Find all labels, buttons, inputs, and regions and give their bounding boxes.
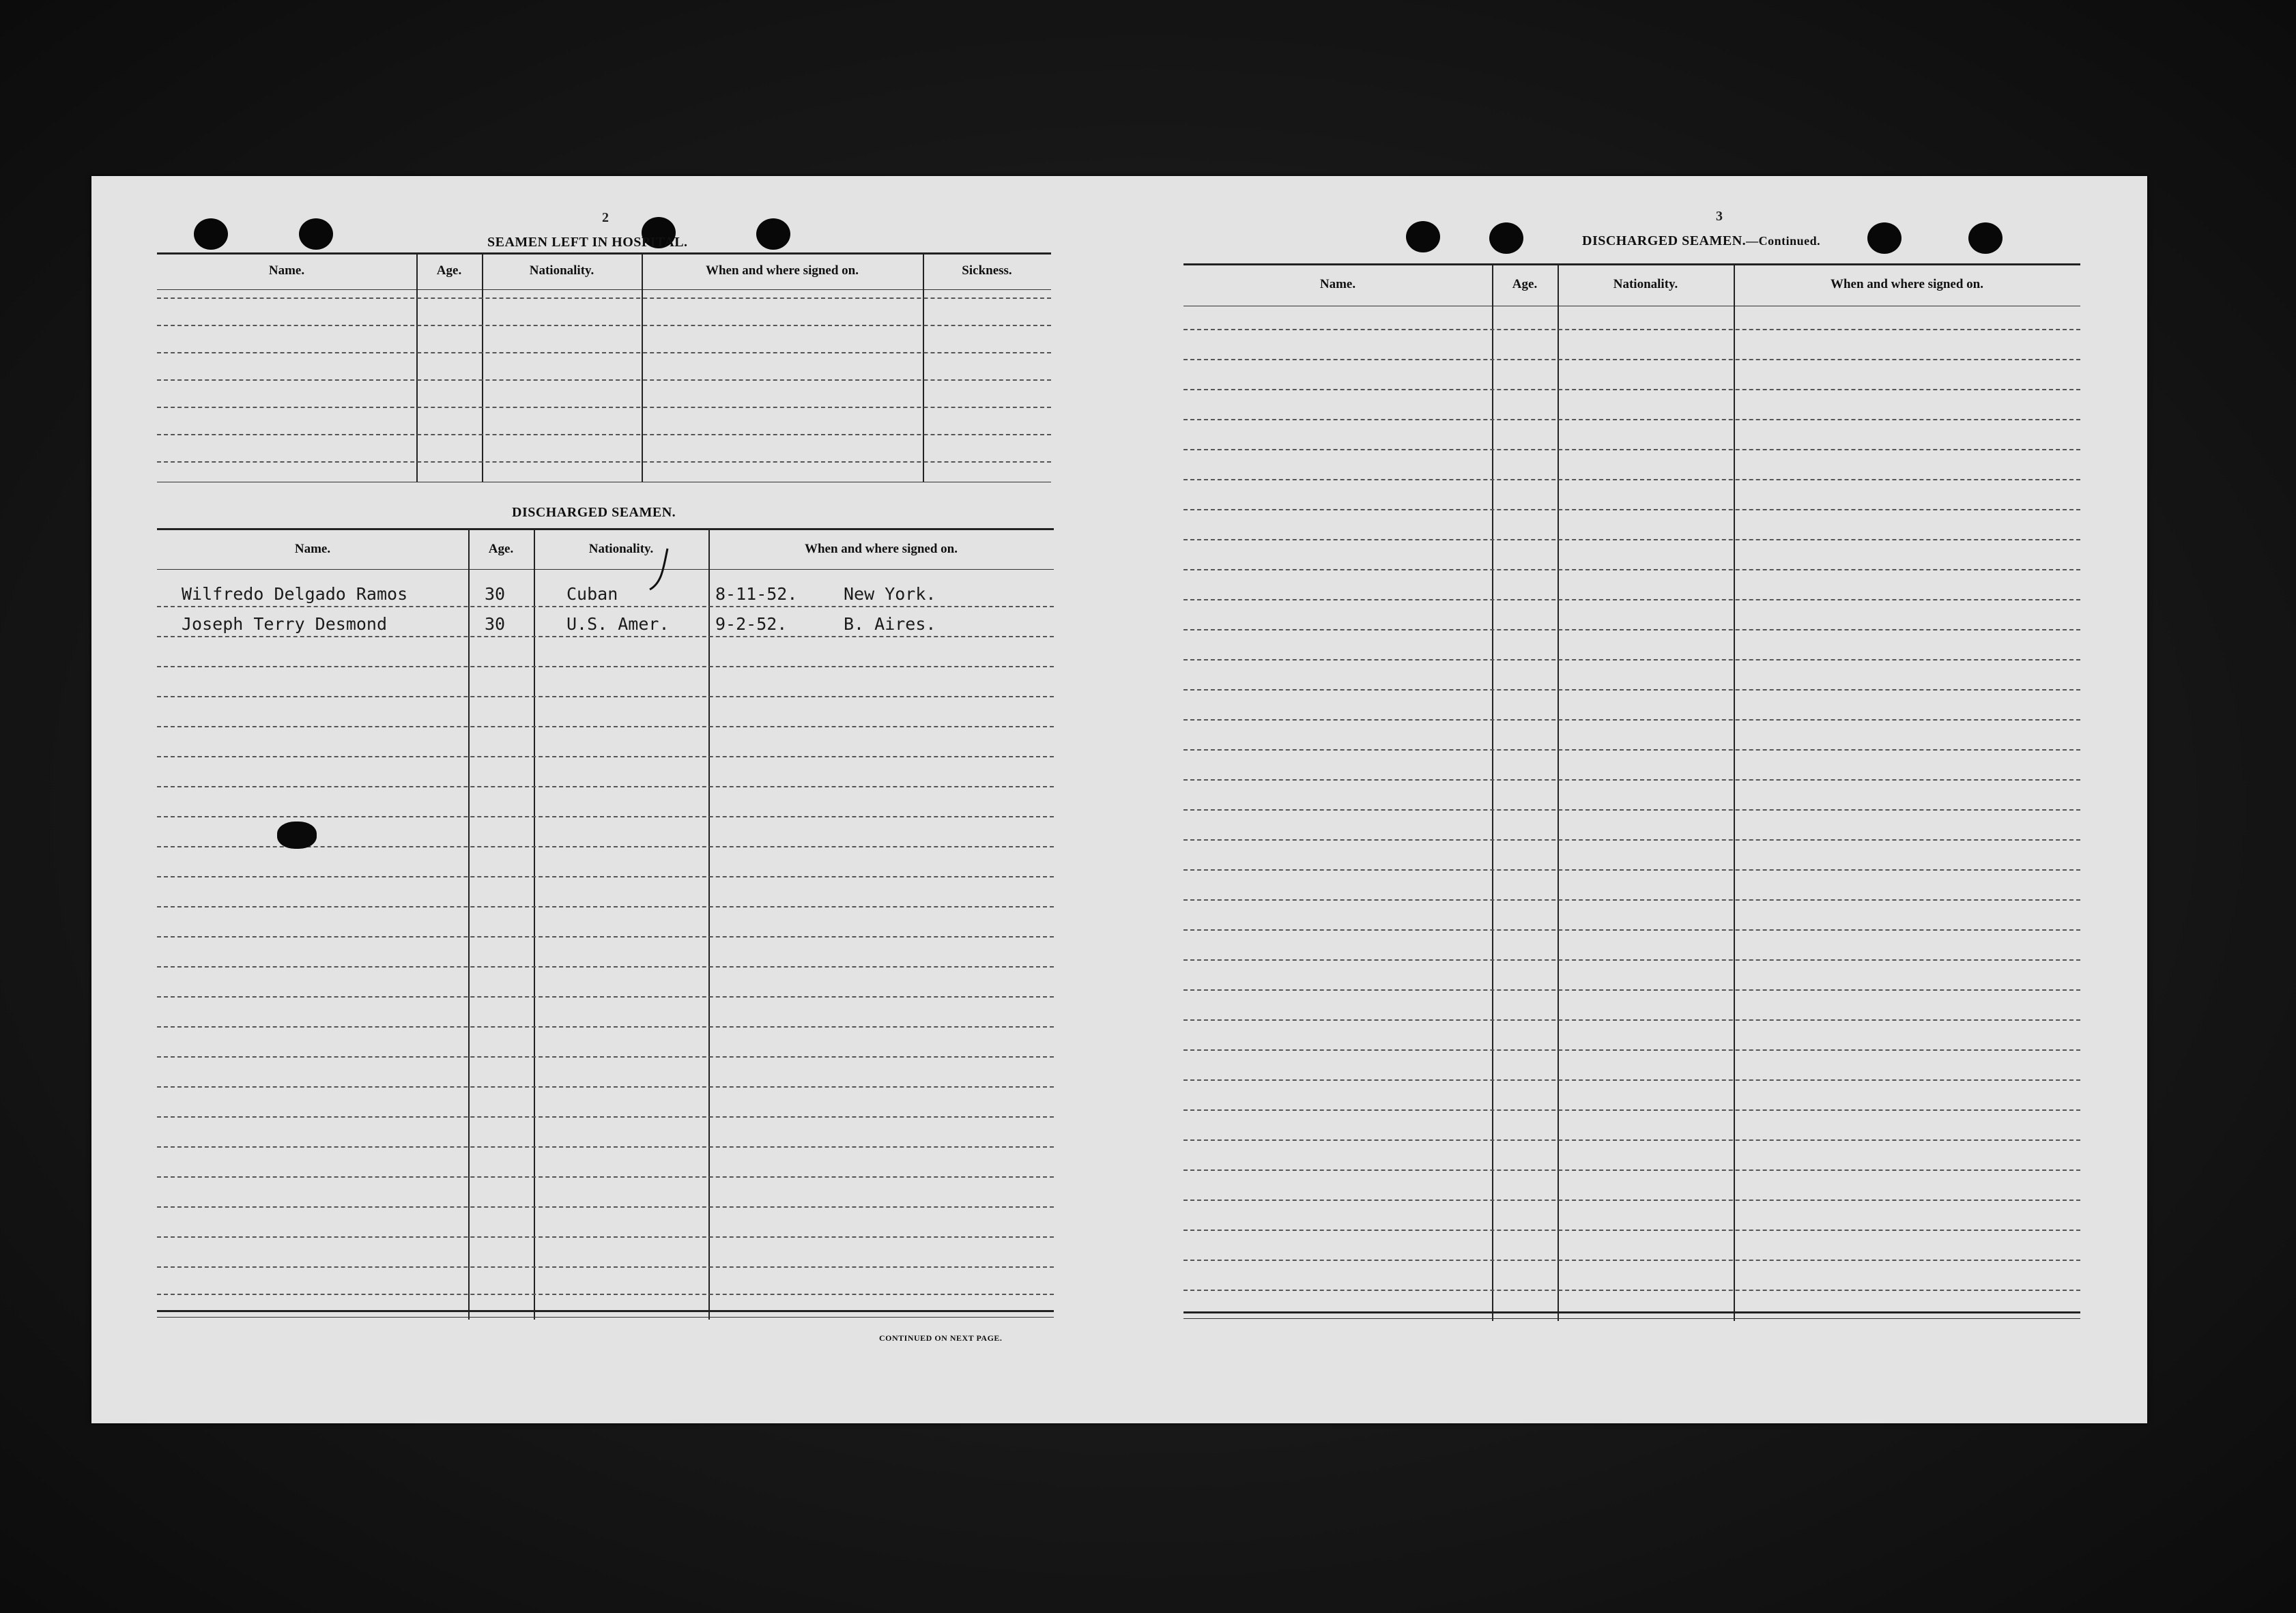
punch-hole-icon: [1968, 222, 2003, 254]
page-number: 2: [602, 210, 609, 225]
section-title-main: DISCHARGED SEAMEN.: [1582, 233, 1747, 248]
table-row-date: 9-2-52.: [715, 614, 788, 634]
table-row-nationality: U.S. Amer.: [566, 614, 670, 634]
punch-hole-icon: [1867, 222, 1902, 254]
column-header-age: Age.: [436, 263, 462, 278]
table-row-date: 8-11-52.: [715, 584, 798, 604]
column-header-nationality: Nationality.: [1613, 277, 1678, 291]
column-header-age: Age.: [488, 542, 514, 556]
column-header-signed-on: When and where signed on.: [705, 263, 859, 278]
discharged-continued-table: [1183, 263, 2080, 1328]
check-mark-icon: [648, 547, 672, 595]
column-header-signed-on: When and where signed on.: [804, 542, 958, 556]
section-title-continued: —Continued.: [1746, 234, 1821, 248]
column-header-nationality: Nationality.: [588, 542, 654, 556]
hospital-section-title: SEAMEN LEFT IN HOSPITAL.: [487, 235, 688, 250]
punch-hole-icon: [194, 218, 228, 250]
right-page: [1119, 176, 2147, 1423]
discharged-section-title: DISCHARGED SEAMEN.: [512, 505, 676, 520]
table-row-age: 30: [485, 584, 506, 604]
punch-hole-icon: [1406, 221, 1440, 252]
punch-hole-icon: [756, 218, 790, 250]
page-number: 3: [1716, 209, 1723, 224]
continued-note: CONTINUED ON NEXT PAGE.: [879, 1333, 1003, 1343]
discharged-table: [157, 528, 1054, 1326]
table-row-name: Wilfredo Delgado Ramos: [182, 584, 408, 604]
column-header-name: Name.: [294, 542, 331, 556]
table-row-age: 30: [485, 614, 506, 634]
punch-hole-icon: [299, 218, 333, 250]
hospital-table: [157, 252, 1051, 498]
column-header-sickness: Sickness.: [962, 263, 1012, 278]
table-row-place: New York.: [844, 584, 936, 604]
column-header-name: Name.: [1319, 277, 1356, 291]
table-row-name: Joseph Terry Desmond: [182, 614, 388, 634]
column-header-nationality: Nationality.: [529, 263, 594, 278]
column-header-age: Age.: [1512, 277, 1538, 291]
left-page: [91, 176, 1119, 1423]
manifest-sheet: [91, 176, 2147, 1423]
table-row-nationality: Cuban: [566, 584, 618, 604]
column-header-signed-on: When and where signed on.: [1830, 277, 1983, 291]
discharged-continued-title: [1582, 233, 1820, 249]
ink-blot-icon: [277, 822, 317, 849]
punch-hole-icon: [1489, 222, 1523, 254]
table-row-place: B. Aires.: [844, 614, 936, 634]
column-header-name: Name.: [268, 263, 305, 278]
